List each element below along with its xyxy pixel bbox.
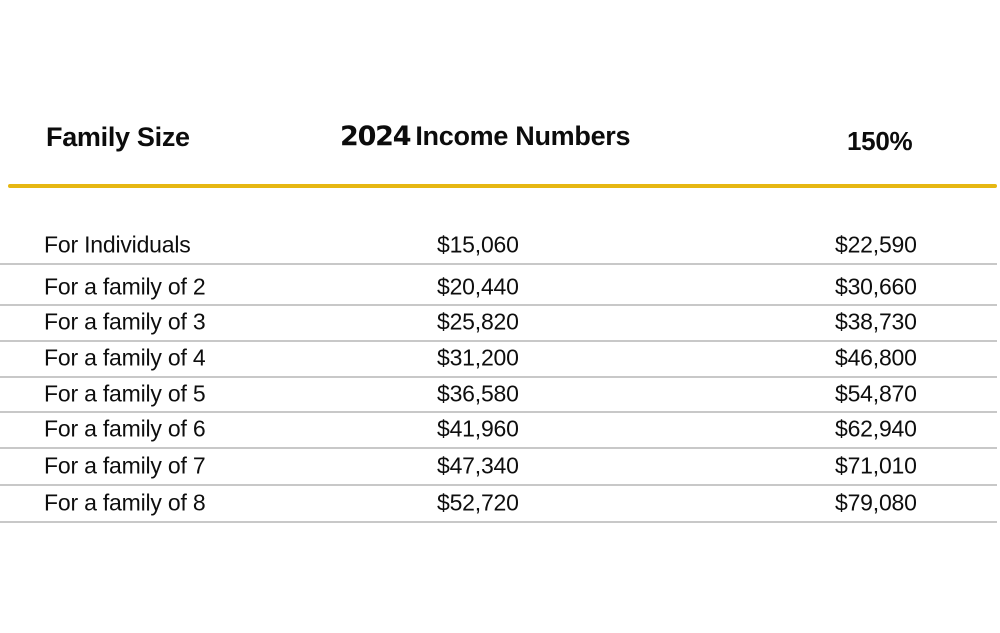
row-150-value: $22,590 — [835, 231, 917, 258]
header-income-year: 2024 — [340, 121, 411, 152]
row-label: For a family of 5 — [44, 380, 206, 406]
table-row — [0, 227, 997, 265]
header-income-label: Income Numbers — [415, 121, 631, 151]
header-income-numbers — [340, 121, 630, 152]
row-150-value: $46,800 — [835, 344, 917, 371]
row-label: For a family of 6 — [44, 415, 206, 442]
row-income-value: $36,580 — [437, 380, 519, 406]
row-income-value: $25,820 — [437, 308, 519, 335]
table-row — [0, 411, 997, 449]
header-accent-line — [8, 184, 997, 188]
row-label: For a family of 4 — [44, 344, 206, 371]
row-label: For a family of 3 — [44, 308, 206, 335]
row-label: For a family of 7 — [44, 452, 206, 478]
table-row — [0, 376, 997, 413]
row-label: For a family of 8 — [44, 489, 206, 515]
table-row — [0, 447, 997, 486]
row-income-value: $31,200 — [437, 344, 519, 371]
row-150-value: $30,660 — [835, 273, 917, 299]
header-150-percent: 150% — [847, 126, 913, 156]
row-150-value: $62,940 — [835, 415, 917, 442]
table-row — [0, 304, 997, 342]
row-label: For Individuals — [44, 231, 191, 258]
table-row — [0, 484, 997, 523]
table-header-row — [0, 120, 1000, 160]
row-income-value: $41,960 — [437, 415, 519, 442]
table-row — [0, 340, 997, 378]
row-150-value: $71,010 — [835, 452, 917, 478]
row-label: For a family of 2 — [44, 273, 206, 299]
row-income-value: $20,440 — [437, 273, 519, 299]
row-income-value: $15,060 — [437, 231, 519, 258]
row-150-value: $38,730 — [835, 308, 917, 335]
row-150-value: $54,870 — [835, 380, 917, 406]
row-income-value: $52,720 — [437, 489, 519, 515]
row-income-value: $47,340 — [437, 452, 519, 478]
header-family-size: Family Size — [46, 122, 190, 152]
table-row — [0, 269, 997, 306]
row-150-value: $79,080 — [835, 489, 917, 515]
